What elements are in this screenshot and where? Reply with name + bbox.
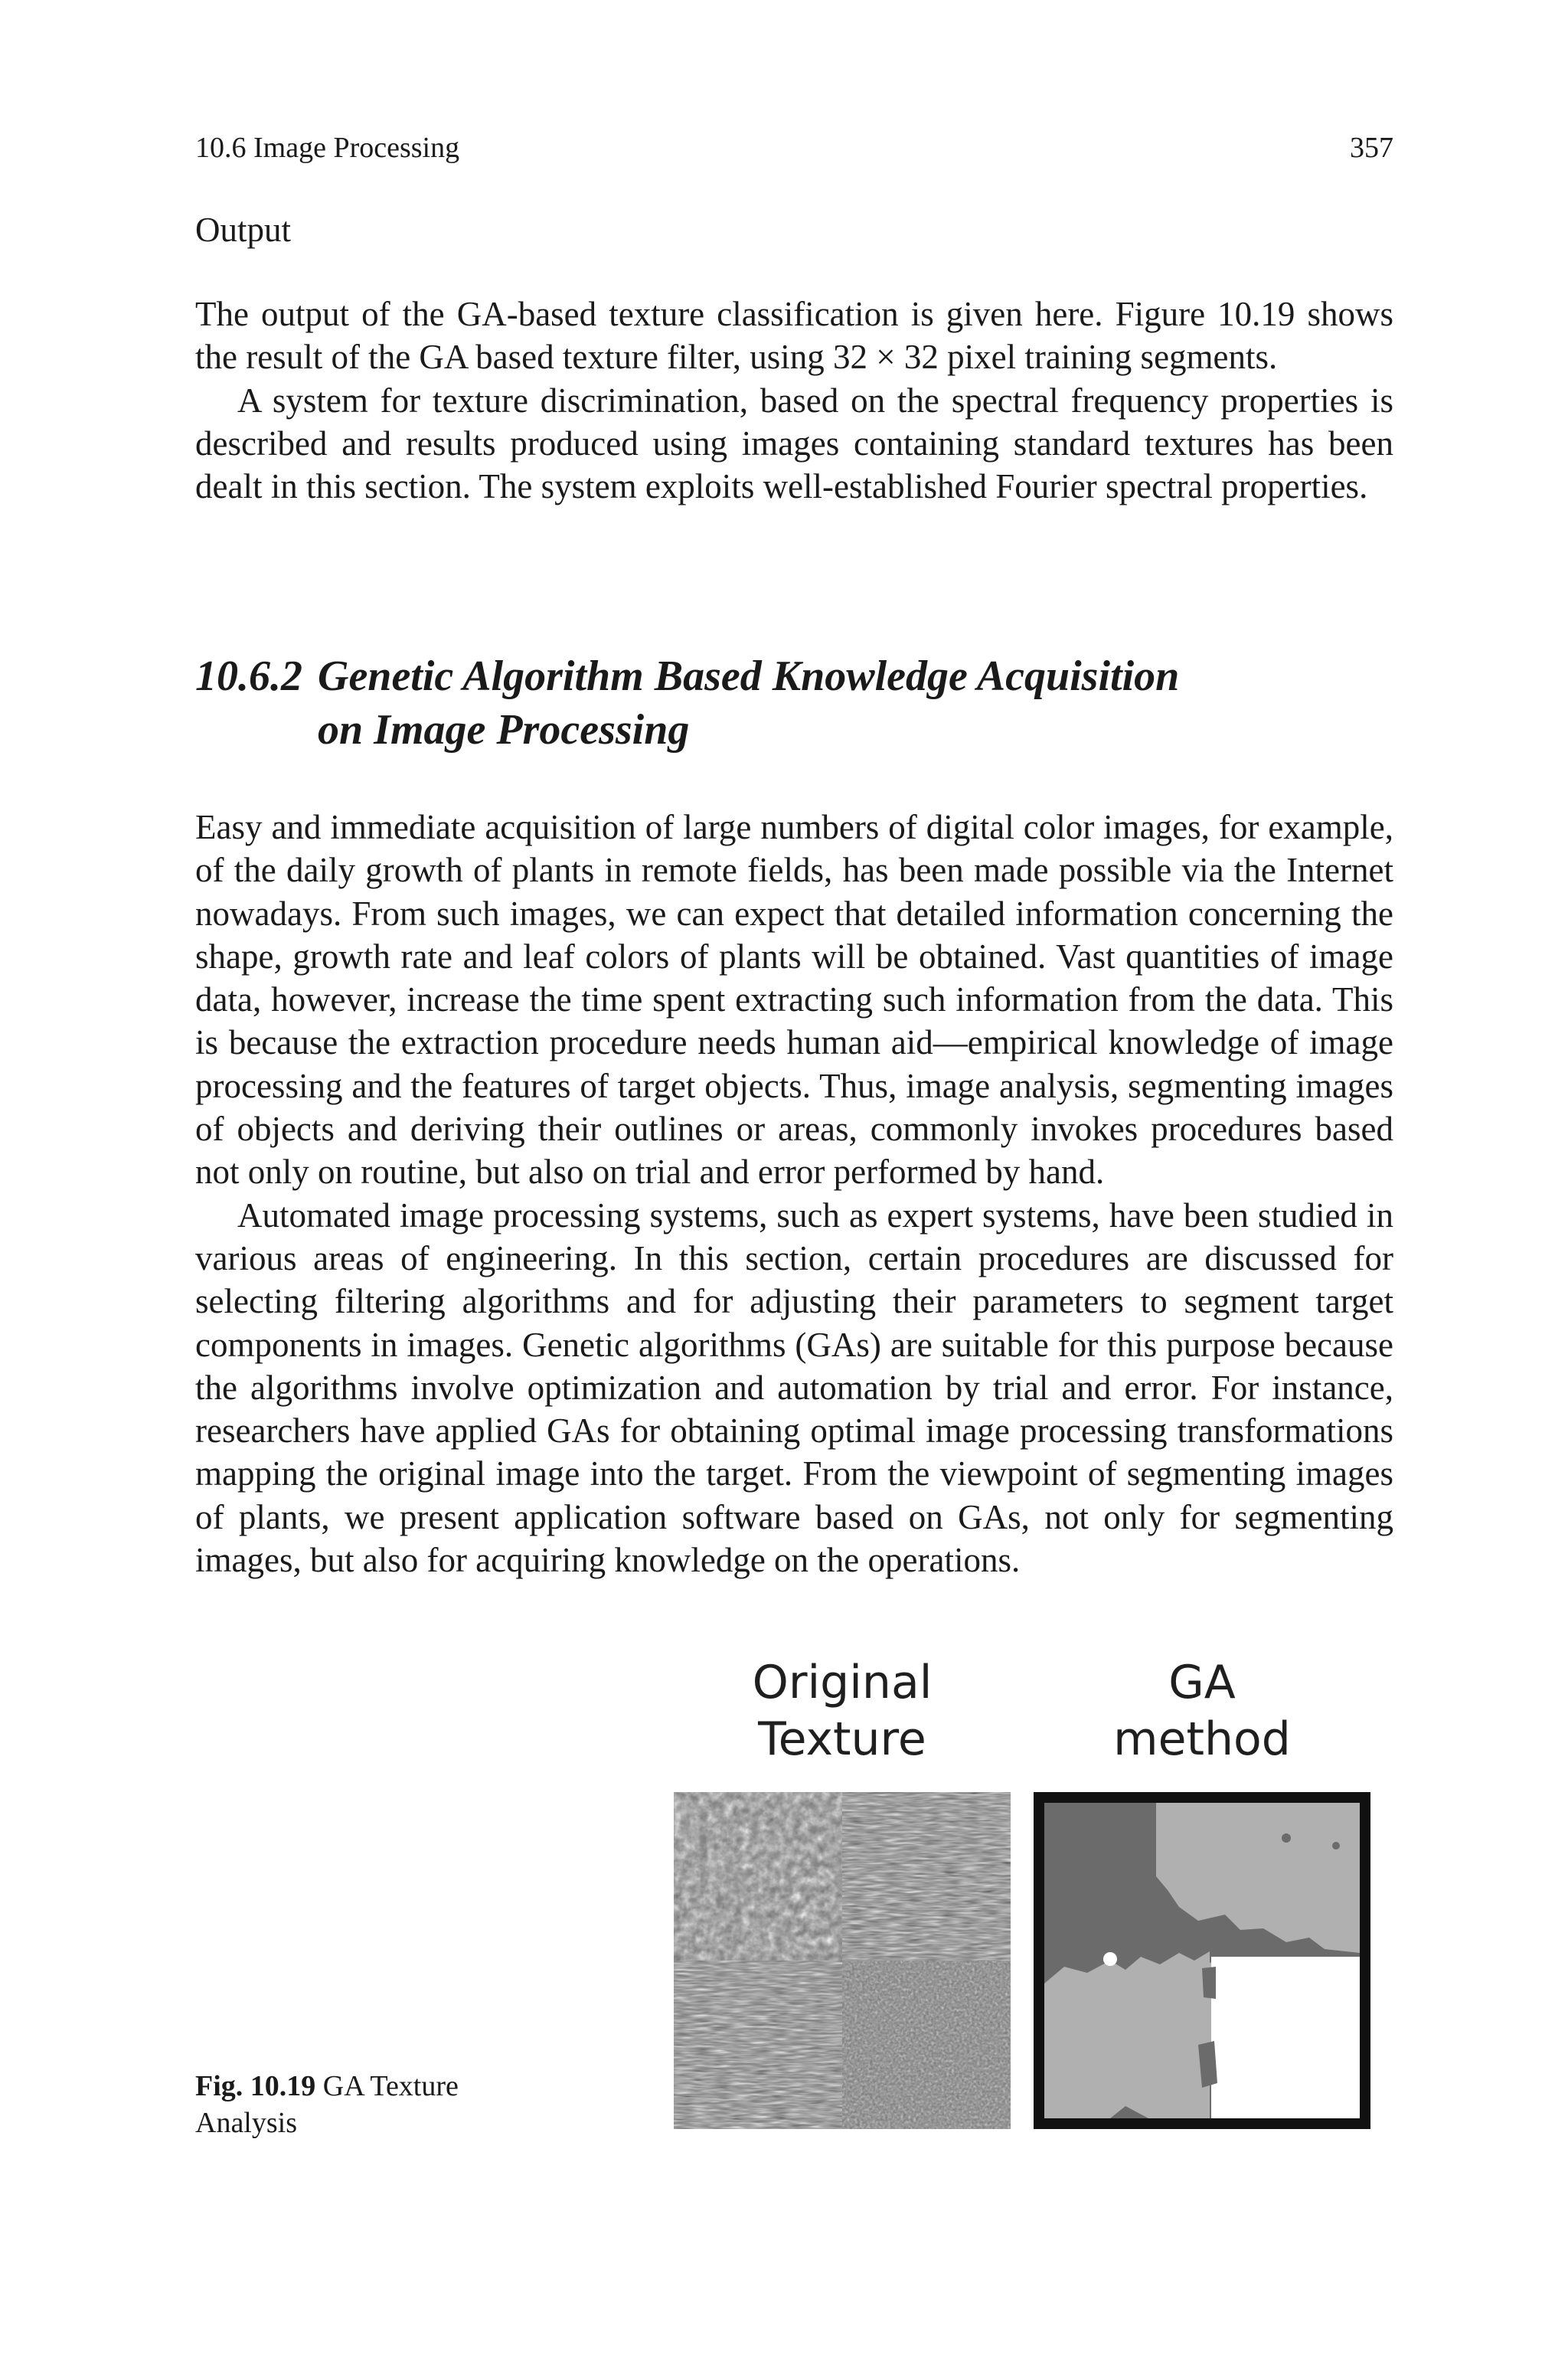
region-dark — [1332, 1842, 1340, 1850]
label-line: Original — [752, 1656, 933, 1709]
label-line: Texture — [758, 1712, 926, 1766]
label-line: GA — [1168, 1656, 1236, 1709]
section-title — [318, 649, 1393, 757]
region-dark — [1202, 1967, 1216, 1999]
caption-text: GA Texture Analysis — [195, 2070, 459, 2139]
intro-text — [195, 293, 1393, 508]
figure-10-19 — [674, 1654, 1393, 2144]
paragraph: The output of the GA-based texture classification is given here. Figure 10.19 shows the result of the GA based texture filter, using 32 × 32 pixel training segments. — [195, 295, 1393, 377]
section-title-line: on Image Processing — [318, 706, 690, 754]
texture-quadrant — [674, 1792, 842, 1961]
page-number: 357 — [1350, 132, 1393, 164]
original-texture-label — [674, 1654, 1011, 1768]
running-head — [195, 129, 1393, 167]
caption-label: Fig. 10.19 — [195, 2070, 316, 2102]
texture-quadrant — [842, 1792, 1011, 1961]
figure-caption — [195, 2068, 517, 2141]
region-dark — [1282, 1833, 1291, 1843]
region-white — [1103, 1952, 1117, 1966]
paragraph: Easy and immediate acquisition of large numbers of digital color images, for example, of the daily growth of plants in remote fields, has been made possible via the Internet nowadays. From such images, we can expect that detailed information concerning the shape, growth rate and leaf colors of plants will be obtained. Vast quantities of image data, however, increase the time spent extracting such information from the data. This is because the extraction procedure needs human aid—empirical knowledge of image processing and the features of target objects. Thus, image analysis, segmenting images of objects and deriving their outlines or areas, commonly invokes procedures based not only on routine, but also on trial and error performed by hand. — [195, 808, 1393, 1192]
ga-method-image — [1034, 1792, 1370, 2129]
paragraph: Automated image processing systems, such as expert systems, have been studied in various areas of engineering. In this section, certain procedures are discussed for selecting filtering algorithms and for adjusting their parameters to segment target components in images. Genetic algorithms (GAs) are suitable for this purpose because the algorithms involve optimization and automation by trial and error. For instance, researchers have applied GAs for obtaining optimal image processing transformations mapping the original image into the target. From the viewpoint of segmenting images of plants, we present application software based on GAs, not only for segmenting images, but also for acquiring knowledge on the operations. — [195, 1195, 1393, 1580]
main-text — [195, 806, 1393, 1581]
original-texture-image — [674, 1792, 1011, 2129]
running-head-section: 10.6 Image Processing — [195, 132, 460, 164]
region-white — [1211, 1957, 1360, 2118]
label-line: method — [1113, 1712, 1291, 1766]
output-heading: Output — [195, 211, 292, 249]
ga-method-label — [1034, 1654, 1370, 1768]
paragraph: A system for texture discrimination, based on the spectral frequency properties is described and results produced using images containing standard textures has been dealt in this section. The system exploits well-established Fourier spectral properties. — [195, 381, 1393, 506]
texture-quadrant — [842, 1961, 1011, 2129]
texture-quadrant — [674, 1961, 842, 2129]
region-light — [1044, 1951, 1210, 2118]
section-number: 10.6.2 — [195, 653, 302, 700]
section-title-line: Genetic Algorithm Based Knowledge Acquisition — [318, 653, 1180, 700]
